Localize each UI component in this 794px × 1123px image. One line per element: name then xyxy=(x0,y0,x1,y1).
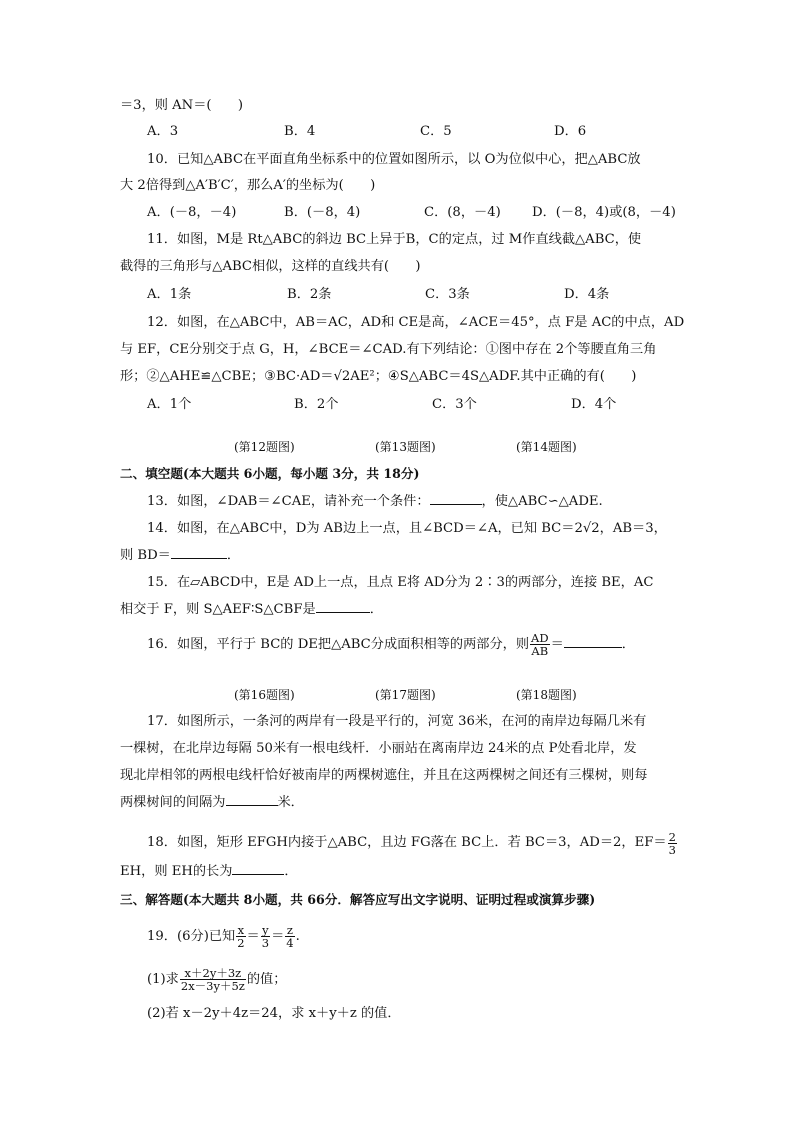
q11-option-d: D．4条 xyxy=(564,287,610,302)
q9-option-d: D．6 xyxy=(554,124,587,139)
q17-text-after: 米． xyxy=(277,795,304,810)
q17-text-before: 两棵树间的间隔为 xyxy=(120,795,226,810)
q11-option-a: A．1条 xyxy=(147,287,192,302)
figure-caption-14: (第14题图) xyxy=(516,440,577,454)
q16-fraction xyxy=(530,632,550,657)
q12-line3: 形；②△AHE≌△CBE；③BC·AD＝√2AE²；④S△ABC＝4S△ADF.其中正确的有( ) xyxy=(120,369,637,384)
q10-option-b: B．(－8，4) xyxy=(284,205,361,220)
q18-text-before: EH，则 EH的长为 xyxy=(120,864,233,879)
q18-line2 xyxy=(120,864,298,880)
q12-option-d: D．4个 xyxy=(571,397,617,412)
q19-fraction-z xyxy=(285,924,294,949)
figure-caption-13: (第13题图) xyxy=(375,440,436,454)
q19-part1-denominator: 2x－3y＋5z xyxy=(180,979,245,993)
q19-part1-before: (1)求 xyxy=(147,972,179,987)
q11-option-c: C．3条 xyxy=(425,287,470,302)
q19-fraction-y-denominator: 3 xyxy=(261,936,270,950)
q19-fraction-x-denominator: 2 xyxy=(237,936,245,950)
q9-option-b: B．4 xyxy=(284,124,316,139)
q19-fraction-x xyxy=(236,924,245,949)
q19-fraction-x-numerator: x xyxy=(237,923,245,937)
q11-line1: 11．如图，M是 Rt△ABC的斜边 BC上异于B，C的定点，过 M作直线截△ABC，使 xyxy=(147,232,642,247)
q15-answer-blank[interactable] xyxy=(316,611,370,613)
q19-prefix: 19．(6分)已知 xyxy=(147,929,236,944)
q15-text-after: ． xyxy=(369,602,383,617)
q12-option-a: A．1个 xyxy=(147,397,192,412)
q12-option-b: B．2个 xyxy=(294,397,339,412)
q16-equals: ＝ xyxy=(550,637,564,652)
q9-tail: ＝3，则 AN＝( ) xyxy=(120,98,244,113)
q19-equals-1: ＝ xyxy=(246,929,260,944)
q19-part1-fraction xyxy=(180,967,246,992)
q19-fraction-y xyxy=(261,924,270,949)
q10-line1: 10．已知△ABC在平面直角坐标系中的位置如图所示，以 O为位似中心，把△ABC放 xyxy=(147,152,641,167)
q19-line1 xyxy=(147,924,300,949)
q13-answer-blank[interactable] xyxy=(430,503,482,505)
q11-line2: 截得的三角形与△ABC相似，这样的直线共有( ) xyxy=(120,259,421,274)
q17-line4 xyxy=(120,795,304,811)
q19-part2: (2)若 x－2y＋4z＝24，求 x＋y＋z 的值． xyxy=(147,1006,401,1021)
q14-line2 xyxy=(120,548,240,564)
q13-text-before: 13．如图，∠DAB＝∠CAE，请补充一个条件： xyxy=(147,494,430,509)
q19-fraction-z-numerator: z xyxy=(286,923,293,937)
q12-line1: 12．如图，在△ABC中，AB＝AC，AD和 CE是高，∠ACE＝45°，点 F是 AC的中点，AD xyxy=(147,315,685,330)
q17-answer-blank[interactable] xyxy=(226,804,278,806)
q10-option-d: D．(－8，4)或(8，－4) xyxy=(532,205,676,220)
q19-fraction-z-denominator: 4 xyxy=(286,936,294,950)
q10-line2: 大 2倍得到△A′B′C′，那么A′的坐标为( ) xyxy=(120,178,376,193)
q9-option-a: A．3 xyxy=(147,124,179,139)
q18-text-after: ． xyxy=(284,864,298,879)
q19-fraction-y-numerator: y xyxy=(262,923,269,937)
section3-title: 三、解答题(本大题共 8小题，共 66分．解答应写出文字说明、证明过程或演算步骤) xyxy=(120,892,596,907)
q16-text-before: 16．如图，平行于 BC的 DE把△ABC分成面积相等的两部分，则 xyxy=(147,637,530,652)
q14-text-after: ． xyxy=(226,548,241,563)
q18-answer-blank[interactable] xyxy=(232,873,284,875)
q18-text: 18．如图，矩形 EFGH内接于△ABC，且边 FG落在 BC上．若 BC＝3，AD＝2，EF＝ xyxy=(147,835,667,850)
q16-fraction-numerator: AD xyxy=(531,631,549,645)
q12-option-c: C．3个 xyxy=(432,397,477,412)
q10-option-c: C．(8，－4) xyxy=(424,205,501,220)
q15-text-before: 相交于 F，则 S△AEF∶S△CBF是 xyxy=(120,602,316,617)
figure-caption-12: (第12题图) xyxy=(234,440,295,454)
q18-fraction xyxy=(668,831,677,856)
section2-title: 二、填空题(本大题共 6小题，每小题 3分，共 18分) xyxy=(120,466,420,481)
q19-end: . xyxy=(295,929,300,944)
q14-answer-blank[interactable] xyxy=(171,557,227,559)
q18-fraction-denominator: 3 xyxy=(668,843,676,857)
q16-line xyxy=(147,632,635,657)
q19-part1-after: 的值； xyxy=(246,972,287,987)
q19-part1 xyxy=(147,967,286,992)
q11-option-b: B．2条 xyxy=(287,287,332,302)
q16-text-after: ． xyxy=(621,637,635,652)
q17-line2: 一棵树，在北岸边每隔 50米有一根电线杆．小丽站在离南岸边 24米的点 P处看北岸，发 xyxy=(120,741,637,756)
q13-text-after: ，使△ABC∽△ADE. xyxy=(481,494,603,509)
q12-line2: 与 EF，CE分别交于点 G，H，∠BCE＝∠CAD.有下列结论：①图中存在 2个等腰直角三角 xyxy=(120,342,657,357)
q17-line3: 现北岸相邻的两根电线杆恰好被南岸的两棵树遮住，并且在这两棵树之间还有三棵树，则每 xyxy=(120,768,648,783)
q14-text-before: 则 BD＝ xyxy=(120,548,171,563)
q16-answer-blank[interactable] xyxy=(564,646,622,648)
q17-line1: 17．如图所示，一条河的两岸有一段是平行的，河宽 36米，在河的南岸边每隔几米有 xyxy=(147,714,647,729)
q19-part1-numerator: x＋2y＋3z xyxy=(180,967,246,980)
q10-option-a: A．(－8，－4) xyxy=(147,205,237,220)
figure-caption-17: (第17题图) xyxy=(375,688,436,702)
q18-line1 xyxy=(147,830,678,855)
q9-option-c: C．5 xyxy=(420,124,452,139)
q15-line2 xyxy=(120,602,383,618)
figure-caption-18: (第18题图) xyxy=(516,688,577,702)
q15-line1: 15．在▱ABCD中，E是 AD上一点，且点 E将 AD分为 2∶3的两部分，连接 BE，AC xyxy=(147,575,654,590)
figure-caption-16: (第16题图) xyxy=(234,688,295,702)
q13-line xyxy=(147,494,603,510)
q18-fraction-numerator: 2 xyxy=(668,830,676,844)
q14-line1: 14．如图，在△ABC中，D为 AB边上一点，且∠BCD＝∠A，已知 BC＝2√2，AB＝3， xyxy=(147,521,667,536)
q16-fraction-denominator: AB xyxy=(531,644,549,658)
q19-equals-2: ＝ xyxy=(271,929,285,944)
